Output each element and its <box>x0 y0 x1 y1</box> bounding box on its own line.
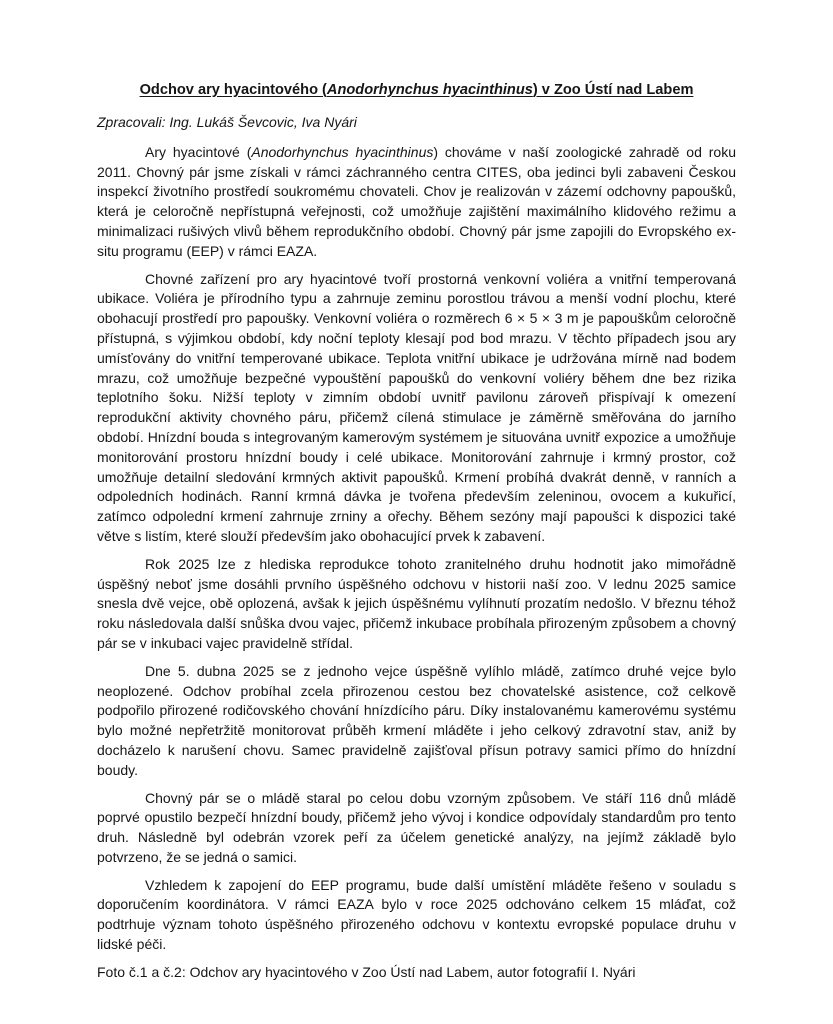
paragraph-text: ) chováme v naší zoologické zahradě od roku 2011. Chovný pár jsme získali v rámci záchranného centra CITES, oba jedinci byli zabaveni Českou inspekcí životního prostředí soukromému chovateli. Chov je realizován v zázemí odchovny papoušků, která je celoročně nepřístupná veřejnosti, což umožňuje zajištění maximálního klidového režimu a minimalizaci rušivých vlivů během reprodukčního období. Chovný pár jsme zapojili do Evropského ex-situ programu (EEP) v rámci EAZA. <box>97 143 736 259</box>
species-name-italic: Anodorhynchus hyacinthinus <box>326 82 533 98</box>
paragraph-text: Dne 5. dubna 2025 se z jednoho vejce úspěšně vylíhlo mládě, zatímco druhé vejce bylo neoplozené. Odchov probíhal zcela přirozenou cestou bez chovatelské asistence, což celkově podpořilo přirozené rodičovského chování hnízdícího páru. Díky instalovanému kamerovému systému bylo možné nepřetržitě monitorovat průběh krmení mláděte i jeho celkový zdravotní stav, aniž by docházelo k narušení chovu. Samec pravidelně zajišťoval přísun potravy samici přímo do hnízdní boudy. <box>97 662 736 778</box>
title-text-post: ) v Zoo Ústí nad Labem <box>532 82 694 98</box>
title-text-pre: Odchov ary hyacintového ( <box>139 82 327 98</box>
paragraph-text: Chovné zařízení pro ary hyacintové tvoří prostorná venkovní voliéra a vnitřní temperovaná ubikace. Voliéra je přírodního typu a zahrnuje zeminu porostlou trávou a menší vodní plochu, které obohacují prostředí pro papoušky. Venkovní voliéra o rozměrech 6 × 5 × 3 m je papouškům celoročně přístupná, s výjimkou období, kdy noční teploty klesají pod bod mrazu. V těchto případech jsou ary umísťovány do vnitřní temperované ubikace. Teplota vnitřní ubikace je udržována mírně nad bodem mrazu, což umožňuje bezpečné vypouštění papoušků do venkovní voliéry během dne bez rizika teplotního šoku. Nižší teploty v zimním období uvnitř pavilonu zároveň přispívají k omezení reprodukční aktivity chovného páru, přičemž cílená stimulace je záměrně směřována do jarního období. Hnízdní bouda s integrovaným kamerovým systémem je situována uvnitř expozice a umožňuje monitorování prostoru hnízdní boudy i celé ubikace. Monitorování zahrnuje i krmný prostor, což umožňuje detailní sledování krmných aktivit papoušků. Krmení probíhá dvakrát denně, v ranních a odpoledních hodinách. Ranní krmná dávka je tvořena především zeleninou, ovocem a kukuřicí, zatímco odpolední krmení zahrnuje zrniny a ořechy. Během sezóny mají papoušci k dispozici také větve s listím, které slouží především jako obohacující prvek k zabavení. <box>97 270 736 544</box>
body-paragraph <box>97 270 736 547</box>
document-body <box>97 143 736 955</box>
body-paragraph <box>97 143 736 262</box>
photo-caption: Foto č.1 a č.2: Odchov ary hyacintového v Zoo Ústí nad Labem, autor fotografií I. Nyári <box>97 963 636 980</box>
body-paragraph <box>97 662 736 781</box>
body-paragraph <box>97 789 736 868</box>
document-title-underlined <box>140 82 694 98</box>
paragraph-text: Chovný pár se o mládě staral po celou dobu vzorným způsobem. Ve stáří 116 dnů mládě poprvé opustilo bezpečí hnízdní boudy, přičemž jeho vývoj i kondice odpovídaly standardům pro tento druh. Následně byl odebrán vzorek peří za účelem genetické analýzy, na jejímž základě bylo potvrzeno, že se jedná o samici. <box>97 789 736 865</box>
body-paragraph <box>97 876 736 955</box>
species-name-italic: Anodorhynchus hyacinthinus <box>251 143 434 160</box>
paragraph-text: Ary hyacintové ( <box>145 143 252 160</box>
body-paragraph <box>97 555 736 654</box>
byline: Zpracovali: Ing. Lukáš Ševcovic, Iva Nyári <box>97 114 357 130</box>
document-title <box>97 80 736 100</box>
paragraph-text: Vzhledem k zapojení do EEP programu, bude další umístění mláděte řešeno v souladu s doporučením koordinátora. V rámci EAZA bylo v roce 2025 odchováno celkem 15 mláďat, což podtrhuje význam tohoto úspěšného přirozeného odchovu v kontextu evropské populace druhu v lidské péči. <box>97 876 736 953</box>
paragraph-text: Rok 2025 lze z hlediska reprodukce tohoto zranitelného druhu hodnotit jako mimořádně úspěšný neboť jsme dosáhli prvního úspěšného odchovu v historii naší zoo. V lednu 2025 samice snesla dvě vejce, obě oplozená, avšak k jejich úspěšnému vylíhnutí prozatím nedošlo. V březnu téhož roku následovala další snůška dvou vajec, přičemž inkubace probíhala přirozeným způsobem a chovný pár se v inkubaci vajec pravidelně střídal. <box>97 555 736 651</box>
